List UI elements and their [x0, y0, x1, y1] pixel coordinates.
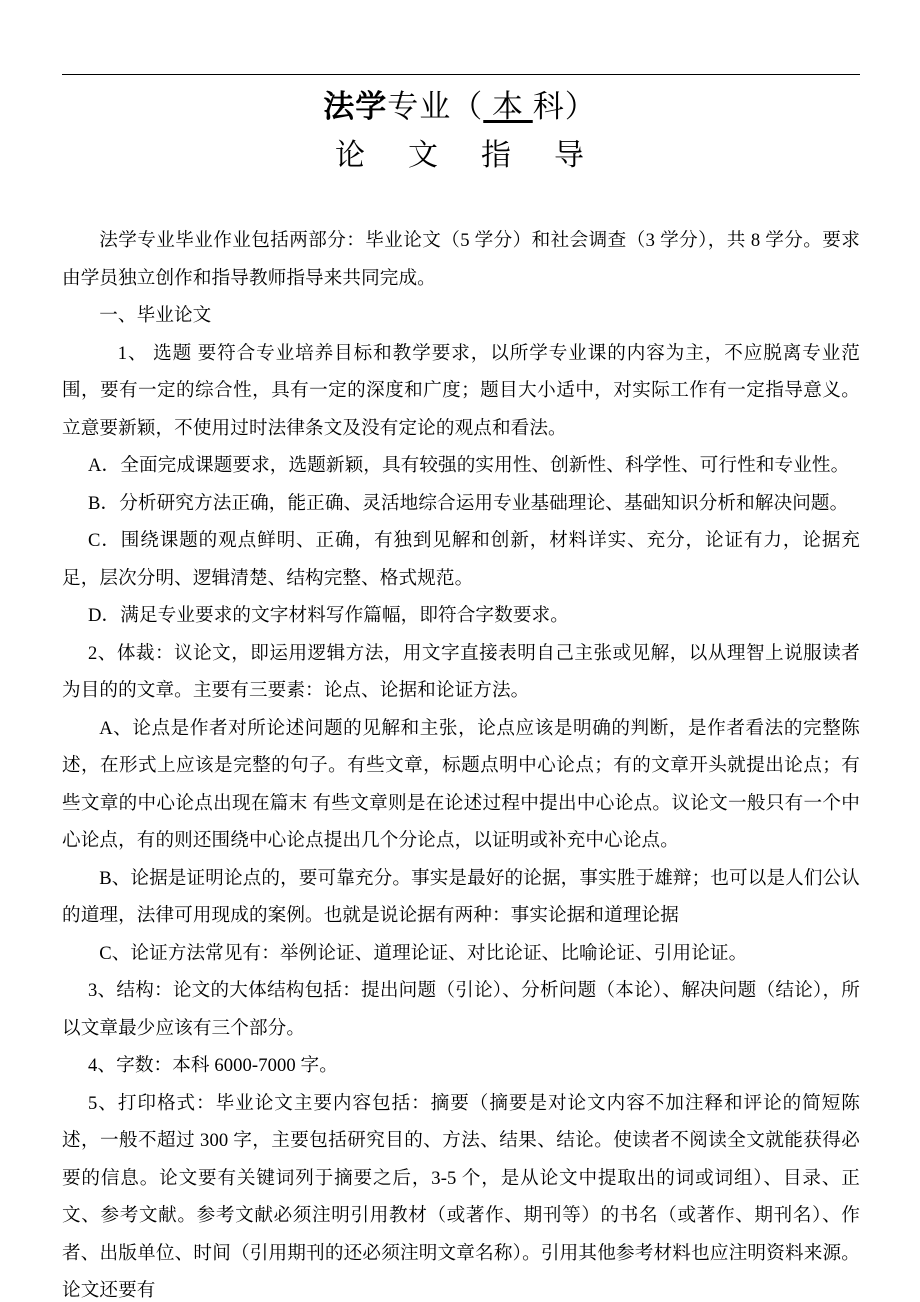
title-plain-segment-b: 科）: [532, 89, 597, 124]
paragraph-item-1-topic: 1、 选题 要符合专业培养目标和教学要求，以所学专业课的内容为主，不应脱离专业范围，要有一定的综合性，具有一定的深度和广度；题目大小适中，对实际工作有一定指导意义。立意要新颖，不使用过时法律条文及没有定论的观点和看法。: [62, 342, 860, 439]
title2-char-3: 指: [481, 139, 512, 172]
paragraph-item-3-structure: 3、结构：论文的大体结构包括：提出问题（引论）、分析问题（本论）、解决问题（结论），所以文章最少应该有三个部分。: [62, 980, 860, 1039]
paragraph-item-1-c: C．围绕课题的观点鲜明、正确，有独到见解和创新，材料详实、充分，论证有力，论据充足，层次分明、逻辑清楚、结构完整、格式规范。: [62, 530, 860, 589]
paragraph-item-2-a: A、论点是作者对所论述问题的见解和主张，论点应该是明确的判断，是作者看法的完整陈述，在形式上应该是完整的句子。有些文章，标题点明中心论点；有的文章开头就提出论点；有些文章的中心论点出现在篇末 有些文章则是在论述过程中提出中心论点。议论文一般只有一个中心论点，有的则还围绕中心论点提出几个分论点，以证明或补充中心论点。: [62, 717, 860, 851]
paragraph-item-1-a: A．全面完成课题要求，选题新颖，具有较强的实用性、创新性、科学性、可行性和专业性。: [88, 455, 850, 476]
paragraph-item-1-b: B．分析研究方法正确，能正确、灵活地综合运用专业基础理论、基础知识分析和解决问题。: [88, 492, 849, 514]
header-rule-container: [0, 74, 920, 78]
paragraph-item-4-wordcount: 4、字数：本科 6000-7000 字。: [88, 1055, 338, 1076]
page-title-primary: [0, 84, 920, 130]
paragraph-section-one-heading: 一、毕业论文: [99, 305, 212, 326]
document-body: [62, 222, 860, 1302]
paragraph-item-1-d: D．满足专业要求的文字材料写作篇幅，即符合字数要求。: [88, 605, 569, 626]
document-title-block: [0, 84, 920, 182]
paragraph-item-2-b: B、论据是证明论点的，要可靠充分。事实是最好的论据，事实胜于雄辩；也可以是人们公认的道理，法律可用现成的案例。也就是说论据有两种：事实论据和道理论据: [62, 867, 860, 926]
paragraph-item-2-genre: 2、体裁：议论文，即运用逻辑方法，用文字直接表明自己主张或见解，以从理智上说服读者为目的的文章。主要有三要素：论点、论据和论证方法。: [62, 642, 860, 701]
title2-char-4: 导: [554, 139, 585, 172]
page-title-secondary: [0, 130, 920, 182]
title2-char-2: 文: [408, 139, 439, 172]
title-plain-segment-a: 专业（: [387, 89, 484, 124]
paragraph-item-2-c: C、论证方法常见有：举例论证、道理论证、对比论证、比喻论证、引用论证。: [99, 942, 748, 964]
title2-char-1: 论: [335, 139, 366, 172]
paragraph-item-5-printformat: 5、打印格式：毕业论文主要内容包括：摘要（摘要是对论文内容不加注释和评论的简短陈述，一般不超过 300 字，主要包括研究目的、方法、结果、结论。使读者不阅读全文就能获得必要的信息。论文要有关键词列于摘要之后，3-5 个，是从论文中提取出的词或词组）、目录、正文、参考文献。参考文献必须注明引用教材（或著作、期刊等）的书名（或著作、期刊名）、作者、出版单位、时间（引用期刊的还必须注明文章名称）。引用其他参考材料也应注明资料来源。论文还要有: [62, 1092, 860, 1301]
header-horizontal-rule: [62, 74, 860, 75]
title-bold-segment: 法学: [323, 89, 388, 124]
title-underlined-segment: 本: [483, 89, 533, 124]
paragraph-intro: 法学专业毕业作业包括两部分：毕业论文（5 学分）和社会调查（3 学分），共 8 学分。要求由学员独立创作和指导教师指导来共同完成。: [62, 230, 860, 289]
